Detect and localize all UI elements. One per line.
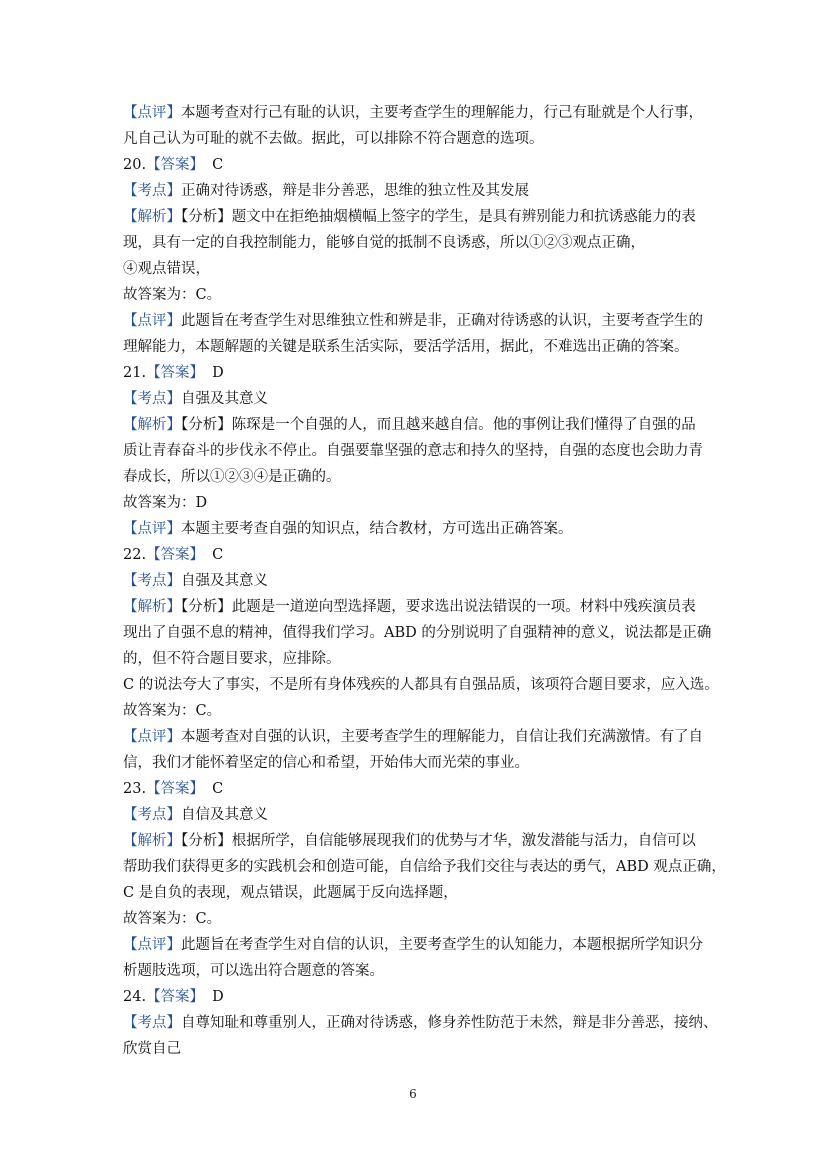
text-line xyxy=(123,1036,708,1062)
line-text: 现出了自强不息的精神，值得我们学习。ABD 的分别说明了自强精神的意义，说法都是正确 xyxy=(123,625,712,641)
question-number: 22. xyxy=(123,547,147,563)
text-line xyxy=(123,906,708,932)
line-text: 此题旨在考查学生对思维独立性和辨是非，正确对待诱惑的认识，主要考查学生的 xyxy=(181,313,703,329)
line-text: 春成长，所以①②③④是正确的。 xyxy=(123,469,341,485)
line-text: 欣赏自己 xyxy=(123,1041,181,1057)
section-tag: 【考点】 xyxy=(123,807,181,823)
text-line xyxy=(123,308,708,334)
text-line xyxy=(123,282,708,308)
line-text: C xyxy=(212,157,224,173)
text-line xyxy=(123,880,708,906)
line-text: 此题旨在考查学生对自信的认识，主要考查学生的认知能力，本题根据所学知识分 xyxy=(181,937,703,953)
section-tag: 【解析】 xyxy=(123,599,181,615)
text-line xyxy=(123,204,708,230)
section-tag: 【点评】 xyxy=(123,521,181,537)
text-line xyxy=(123,984,708,1010)
section-tag: 【点评】 xyxy=(123,313,181,329)
text-line xyxy=(123,698,708,724)
text-line xyxy=(123,230,708,256)
section-tag: 【解析】 xyxy=(123,209,181,225)
line-text: 质让青春奋斗的步伐永不停止。自强要靠坚强的意志和持久的坚持，自强的态度也会助力青 xyxy=(123,443,703,459)
section-tag: 【答案】 xyxy=(146,547,205,563)
line-text: C 的说法夸大了事实，不是所有身体残疾的人都具有自强品质，该项符合题目要求，应入选。 xyxy=(123,677,719,693)
section-tag: 【考点】 xyxy=(123,391,181,407)
line-text: D xyxy=(212,989,224,1005)
line-text: 【分析】题文中在拒绝抽烟横幅上签字的学生，是具有辨别能力和抗诱惑能力的表 xyxy=(181,209,696,225)
line-text: 故答案为：D xyxy=(123,495,208,511)
text-line xyxy=(123,594,708,620)
line-text: D xyxy=(212,365,224,381)
text-line xyxy=(123,126,708,152)
section-tag: 【考点】 xyxy=(123,573,181,589)
line-text: 本题考查对行己有耻的认识，主要考查学生的理解能力，行己有耻就是个人行事， xyxy=(181,105,703,121)
text-line xyxy=(123,776,708,802)
text-line xyxy=(123,178,708,204)
section-tag: 【答案】 xyxy=(146,157,205,173)
line-text: 析题肢选项，可以选出符合题意的答案。 xyxy=(123,963,384,979)
text-line xyxy=(123,620,712,646)
line-text: 正确对待诱惑，辩是非分善恶，思维的独立性及其发展 xyxy=(181,183,529,199)
question-number: 23. xyxy=(123,781,147,797)
text-line xyxy=(123,412,708,438)
line-text: 凡自己认为可耻的就不去做。据此，可以排除不符合题意的选项。 xyxy=(123,131,544,147)
question-number: 20. xyxy=(123,157,147,173)
text-line xyxy=(123,646,708,672)
text-line xyxy=(123,1010,718,1036)
text-line xyxy=(123,464,708,490)
section-tag: 【答案】 xyxy=(146,989,205,1005)
line-text: C xyxy=(212,781,224,797)
line-text: 【分析】根据所学，自信能够展现我们的优势与才华，激发潜能与活力，自信可以 xyxy=(181,833,696,849)
text-line xyxy=(123,958,708,984)
line-text: 的，但不符合题目要求，应排除。 xyxy=(123,651,341,667)
section-tag: 【点评】 xyxy=(123,105,181,121)
line-text: 【分析】陈琛是一个自强的人，而且越来越自信。他的事例让我们懂得了自强的品 xyxy=(181,417,696,433)
section-tag: 【解析】 xyxy=(123,417,181,433)
text-line xyxy=(123,100,708,126)
text-line xyxy=(123,932,708,958)
line-text: 帮助我们获得更多的实践机会和创造可能，自信给予我们交往与表达的勇气，ABD 观点正确， xyxy=(123,859,726,875)
line-text: C xyxy=(212,547,224,563)
text-line xyxy=(123,750,708,776)
line-text: 本题主要考查自强的知识点，结合教材，方可选出正确答案。 xyxy=(181,521,573,537)
section-tag: 【点评】 xyxy=(123,937,181,953)
line-text: C 是自负的表现，观点错误，此题属于反向选择题， xyxy=(123,885,458,901)
line-text: ④观点错误， xyxy=(123,261,210,277)
line-text: 故答案为：C。 xyxy=(123,911,222,927)
line-text: 本题考查对自强的认识，主要考查学生的理解能力，自信让我们充满激情。有了自 xyxy=(181,729,703,745)
text-line xyxy=(123,568,708,594)
question-number: 24. xyxy=(123,989,147,1005)
text-line xyxy=(123,152,708,178)
text-line xyxy=(123,724,708,750)
line-text: 信，我们才能怀着坚定的信心和希望，开始伟大而光荣的事业。 xyxy=(123,755,529,771)
text-line xyxy=(123,334,708,360)
text-line xyxy=(123,360,708,386)
text-line xyxy=(123,828,708,854)
text-line xyxy=(123,542,708,568)
text-line xyxy=(123,386,708,412)
line-text: 理解能力，本题解题的关键是联系生活实际，要活学活用，据此，不难选出正确的答案。 xyxy=(123,339,689,355)
line-text: 故答案为：C。 xyxy=(123,703,222,719)
page-number: 6 xyxy=(409,1087,417,1101)
section-tag: 【解析】 xyxy=(123,833,181,849)
text-line xyxy=(123,802,708,828)
text-line xyxy=(123,854,726,880)
section-tag: 【答案】 xyxy=(146,781,205,797)
line-text: 故答案为：C。 xyxy=(123,287,222,303)
text-line xyxy=(123,256,708,282)
text-line xyxy=(123,438,708,464)
line-text: 【分析】此题是一道逆向型选择题，要求选出说法错误的一项。材料中残疾演员表 xyxy=(181,599,696,615)
line-text: 自尊知耻和尊重别人，正确对待诱惑，修身养性防范于未然，辩是非分善恶，接纳、 xyxy=(181,1015,718,1031)
text-line xyxy=(123,490,708,516)
line-text: 自强及其意义 xyxy=(181,573,268,589)
answer-explanation-content xyxy=(123,100,726,1062)
section-tag: 【考点】 xyxy=(123,183,181,199)
section-tag: 【考点】 xyxy=(123,1015,181,1031)
line-text: 自强及其意义 xyxy=(181,391,268,407)
text-line xyxy=(123,672,719,698)
question-number: 21. xyxy=(123,365,147,381)
text-line xyxy=(123,516,708,542)
section-tag: 【点评】 xyxy=(123,729,181,745)
line-text: 自信及其意义 xyxy=(181,807,268,823)
section-tag: 【答案】 xyxy=(146,365,205,381)
line-text: 现，具有一定的自我控制能力，能够自觉的抵制不良诱惑，所以①②③观点正确， xyxy=(123,235,645,251)
